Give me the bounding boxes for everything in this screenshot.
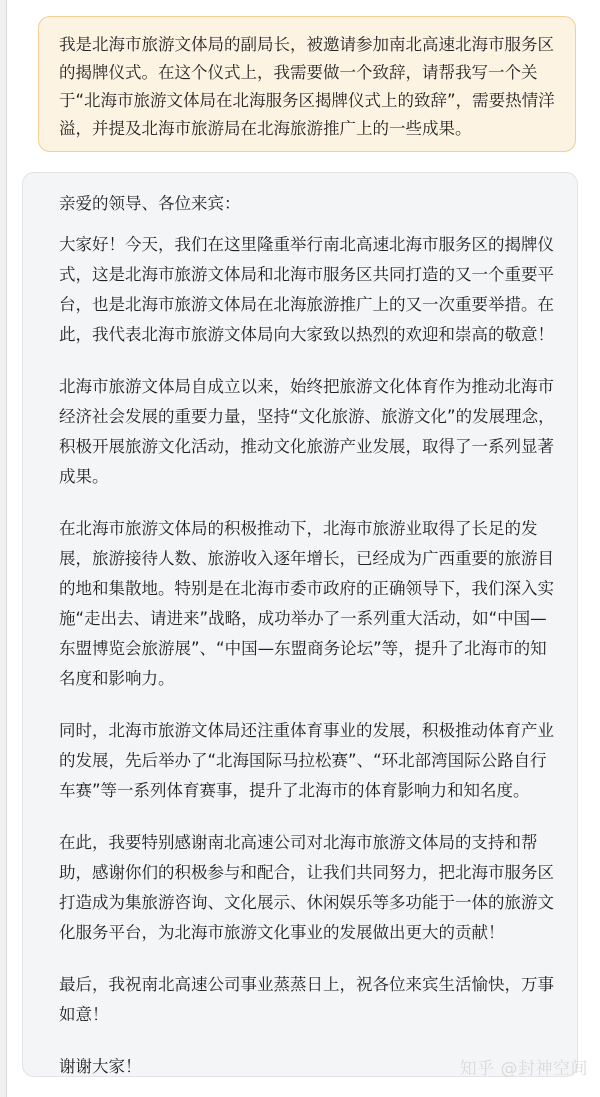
reply-paragraph: 同时，北海市旅游文体局还注重体育事业的发展，积极推动体育产业的发展，先后举办了“北海国际马拉松赛”、“环北部湾国际公路自行车赛”等一系列体育赛事，提升了北海市的体育影响力和知名度。 bbox=[59, 721, 554, 800]
reply-paragraph: 北海市旅游文体局自成立以来，始终把旅游文化体育作为推动北海市经济社会发展的重要力量，坚持“文化旅游、旅游文化”的发展理念，积极开展旅游文化活动，推动文化旅游产业发展，取得了一系列显著成果。 bbox=[59, 377, 555, 486]
reply-paragraph: 大家好！今天，我们在这里隆重举行南北高速北海市服务区的揭牌仪式，这是北海市旅游文体局和北海市服务区共同打造的又一个重要平台，也是北海市旅游文体局在北海旅游推广上的又一次重要举措。在此，我代表北海市旅游文体局向大家致以热烈的欢迎和崇高的敬意！ bbox=[59, 235, 554, 344]
user-prompt-text: 我是北海市旅游文体局的副局长，被邀请参加南北高速北海市服务区的揭牌仪式。在这个仪式上，我需要做一个致辞，请帮我写一个关于“北海市旅游文体局在北海服务区揭牌仪式上的致辞”，需要热情洋溢，并提及北海市旅游局在北海旅游推广上的一些成果。 bbox=[59, 35, 555, 138]
reply-paragraph: 最后，我祝南北高速公司事业蒸蒸日上，祝各位来宾生活愉快，万事如意！ bbox=[59, 975, 554, 1024]
zhihu-watermark: 知乎 @封神空间 bbox=[459, 1059, 588, 1079]
reply-paragraph: 在北海市旅游文体局的积极推动下，北海市旅游业取得了长足的发展，旅游接待人数、旅游收入逐年增长，已经成为广西重要的旅游目的地和集散地。特别是在北海市委市政府的正确领导下，我们深入实施“走出去、请进来”战略，成功举办了一系列重大活动，如“中国—东盟博览会旅游展”、“中国—东盟商务论坛”等，提升了北海市的知名度和影响力。 bbox=[59, 519, 554, 688]
reply-greeting: 亲爱的领导、各位来宾： bbox=[59, 194, 241, 213]
reply-closing: 谢谢大家！ bbox=[59, 1057, 142, 1076]
assistant-reply-card bbox=[22, 172, 578, 1077]
user-prompt-bubble bbox=[38, 16, 576, 152]
page-edge bbox=[0, 0, 7, 1097]
reply-paragraph: 在此，我要特别感谢南北高速公司对北海市旅游文体局的支持和帮助，感谢你们的积极参与和配合，让我们共同努力，把北海市服务区打造成为集旅游咨询、文化展示、休闲娱乐等多功能于一体的旅游文化服务平台，为北海市旅游文化事业的发展做出更大的贡献！ bbox=[59, 833, 554, 942]
